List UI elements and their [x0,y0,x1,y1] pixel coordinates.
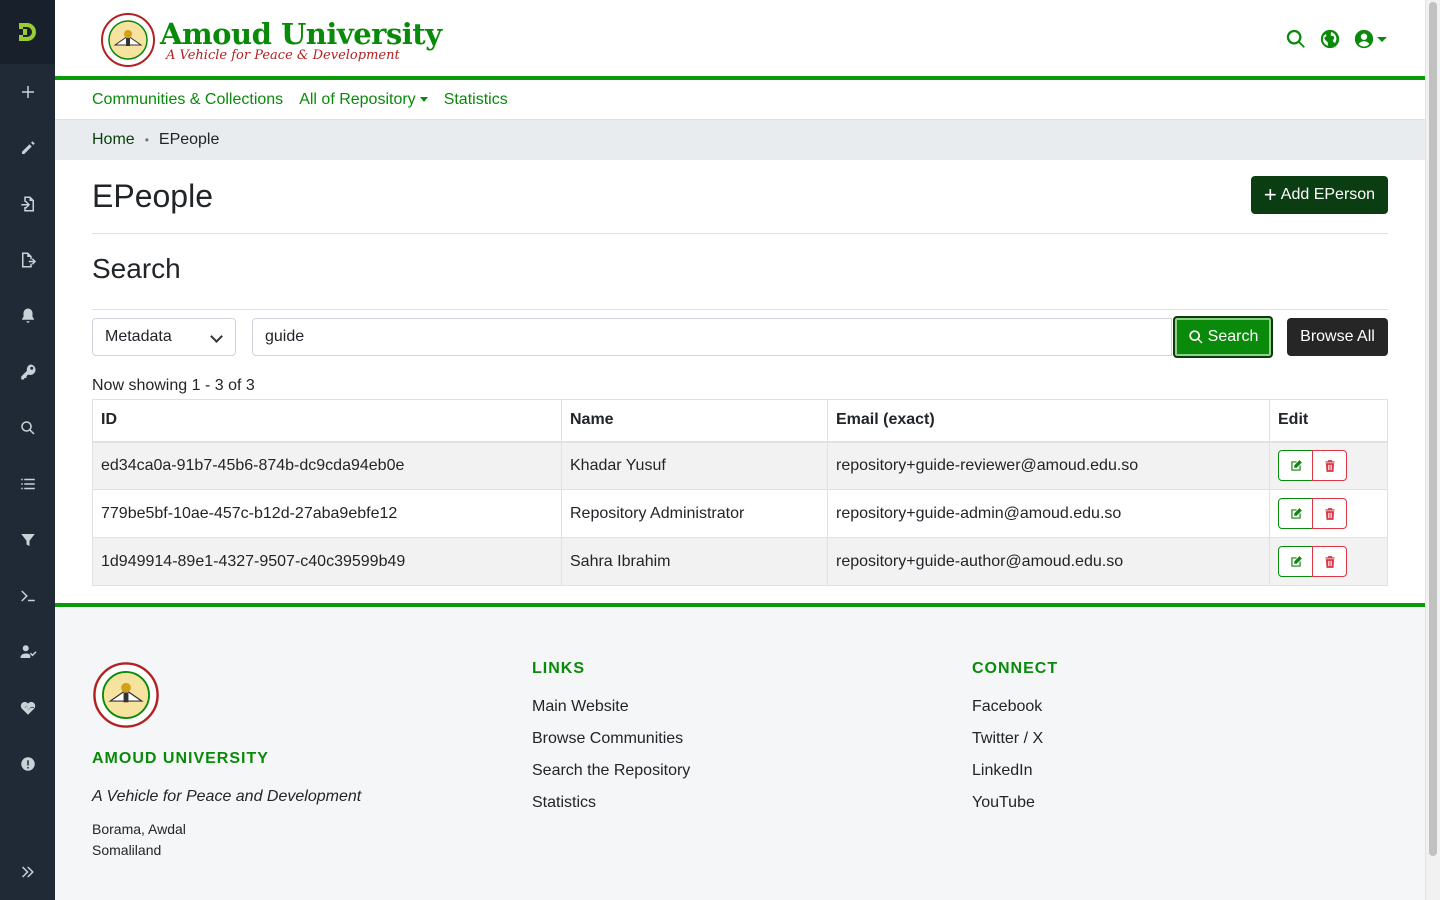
terminal-icon [19,587,37,605]
user-circle-icon [1353,28,1375,50]
site-footer [55,603,1425,900]
add-eperson-label: Add EPerson [1280,186,1376,203]
sidebar-system-wide-alert-button[interactable] [0,744,55,784]
edit-icon [1289,459,1303,473]
sidebar-export-button[interactable] [0,240,55,280]
table-row [93,538,1388,586]
page-title: EPeople [92,178,213,214]
trash-icon [1323,507,1337,521]
column-header-id: ID [93,400,562,442]
cell-email: repository+guide-admin@amoud.edu.so [828,490,1270,538]
breadcrumb [55,120,1425,160]
footer-link-statistics[interactable]: Statistics [532,794,597,811]
search-icon [1188,329,1204,345]
table-header-row [93,400,1388,442]
footer-link-facebook[interactable]: Facebook [972,698,1043,715]
cell-email: repository+guide-reviewer@amoud.edu.so [828,442,1270,490]
search-input[interactable] [252,318,1172,356]
user-check-icon [19,643,37,661]
chevron-down-icon [1377,37,1387,42]
cell-actions [1270,538,1388,586]
delete-eperson-button[interactable] [1312,498,1347,529]
brand-tagline: A Vehicle for Peace & Development [166,47,400,63]
column-header-email: Email (exact) [828,400,1270,442]
bell-icon [19,307,37,325]
browse-all-button[interactable]: Browse All [1287,318,1388,356]
footer-motto: A Vehicle for Peace and Development [92,788,362,805]
results-count: Now showing 1 - 3 of 3 [92,377,255,394]
filter-icon [19,531,37,549]
brand-name: Amoud University [160,16,442,51]
chevron-down-icon [420,97,428,102]
footer-address-line: Somaliland [92,842,162,858]
sidebar-workflow-button[interactable] [0,632,55,672]
sidebar-notifications-button[interactable] [0,296,55,336]
delete-eperson-button[interactable] [1312,450,1347,481]
sidebar-processes-button[interactable] [0,576,55,616]
column-header-edit: Edit [1270,400,1388,442]
footer-link-linkedin[interactable]: LinkedIn [972,762,1033,779]
search-scope-value: Metadata [105,328,172,345]
expand-chevrons-icon [19,863,37,881]
search-button-label: Search [1207,328,1259,345]
nav-all-of-repository-label: All of Repository [299,90,416,108]
edit-icon [1289,555,1303,569]
key-icon [19,363,37,381]
footer-address [92,819,186,861]
edit-eperson-button[interactable] [1278,450,1313,481]
sidebar-curation-button[interactable] [0,520,55,560]
footer-link-browse-communities[interactable]: Browse Communities [532,730,684,747]
header-search-button[interactable] [1285,28,1307,50]
sidebar-import-button[interactable] [0,184,55,224]
cell-name: Repository Administrator [562,490,828,538]
edit-icon [1289,507,1303,521]
dspace-logo-icon[interactable] [0,0,55,64]
scrollbar-thumb[interactable] [1429,2,1437,856]
search-heading: Search [92,252,1388,310]
sidebar-edit-button[interactable] [0,128,55,168]
main-area [55,0,1425,900]
footer-links-heading: LINKS [532,660,585,677]
sidebar-access-control-button[interactable] [0,352,55,392]
column-header-name: Name [562,400,828,442]
footer-connect-heading: CONNECT [972,660,1059,677]
language-switch-button[interactable] [1319,28,1341,50]
university-seal-icon [100,12,156,68]
edit-eperson-button[interactable] [1278,546,1313,577]
info-circle-icon [19,755,37,773]
footer-link-twitter[interactable]: Twitter / X [972,730,1044,747]
user-menu-button[interactable] [1353,28,1387,50]
trash-icon [1323,555,1337,569]
search-scope-select[interactable] [92,318,236,356]
sidebar-expand-button[interactable] [0,852,55,892]
cell-email: repository+guide-author@amoud.edu.so [828,538,1270,586]
table-row [93,442,1388,490]
footer-link-search-repository[interactable]: Search the Repository [532,762,691,779]
search-form [92,318,1388,356]
admin-sidebar [0,0,55,900]
file-export-icon [19,251,37,269]
pencil-icon [19,139,37,157]
site-header [55,0,1425,80]
sidebar-registries-button[interactable] [0,464,55,504]
file-import-icon [19,195,37,213]
cell-id: 1d949914-89e1-4327-9507-c40c39599b49 [93,538,562,586]
trash-icon [1323,459,1337,473]
sidebar-health-button[interactable] [0,688,55,728]
plus-icon [19,83,37,101]
heartbeat-icon [19,699,37,717]
delete-eperson-button[interactable] [1312,546,1347,577]
sidebar-new-button[interactable] [0,72,55,112]
page-content [55,160,1425,586]
cell-name: Sahra Ibrahim [562,538,828,586]
footer-address-line: Borama, Awdal [92,821,186,837]
search-button[interactable] [1173,316,1273,358]
search-icon [19,419,37,437]
sidebar-admin-search-button[interactable] [0,408,55,448]
main-navbar [55,80,1425,120]
epeople-table [92,399,1388,586]
nav-statistics[interactable]: Statistics [443,90,508,108]
brand-logo-link[interactable] [100,12,442,68]
search-icon [1285,28,1307,50]
footer-link-main-website[interactable]: Main Website [532,698,629,715]
page-scrollbar[interactable] [1425,0,1440,900]
nav-communities-collections[interactable]: Communities & Collections [92,90,284,108]
cell-name: Khadar Yusuf [562,442,828,490]
cell-actions [1270,490,1388,538]
plus-icon: + [1263,182,1277,207]
cell-id: ed34ca0a-91b7-45b6-874b-dc9cda94eb0e [93,442,562,490]
nav-all-of-repository[interactable] [299,91,428,109]
breadcrumb-current: EPeople [158,131,220,148]
footer-link-youtube[interactable]: YouTube [972,794,1035,811]
add-eperson-button[interactable] [1251,176,1388,214]
table-row [93,490,1388,538]
globe-icon [1319,28,1341,50]
breadcrumb-separator: • [144,133,149,147]
cell-id: 779be5bf-10ae-457c-b12d-27aba9ebfe12 [93,490,562,538]
chevron-down-icon [210,330,223,343]
breadcrumb-home[interactable]: Home [92,131,135,148]
footer-university-name: AMOUD UNIVERSITY [92,750,269,767]
cell-actions [1270,442,1388,490]
edit-eperson-button[interactable] [1278,498,1313,529]
university-seal-icon [92,661,160,729]
list-icon [19,475,37,493]
